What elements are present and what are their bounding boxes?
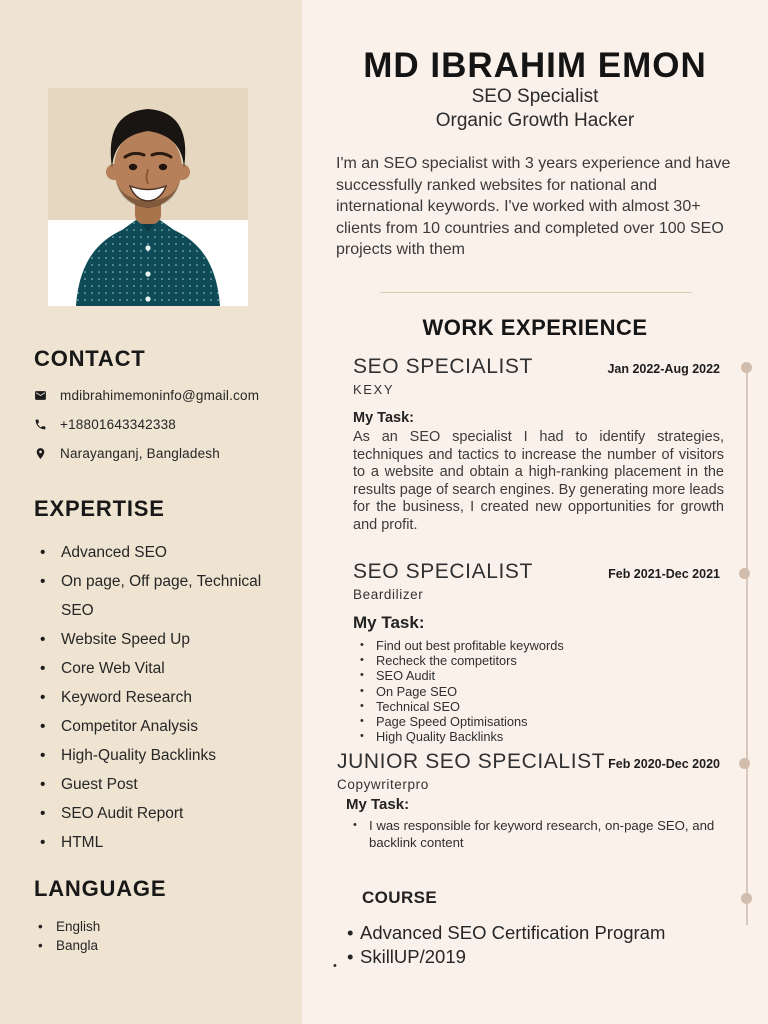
main-column [302,0,768,1024]
language-item: • Bangla [34,937,284,956]
expertise-item: • SEO Audit Report [34,799,284,828]
job-entry-beardilizer [353,560,724,744]
job-dates: Feb 2020-Dec 2020 [608,757,720,771]
contact-row-phone [34,417,284,432]
task-item: • Technical SEO [353,699,724,714]
contact-row-location [34,446,284,461]
course-section [336,888,736,969]
task-item: • On Page SEO [353,684,724,699]
task-item: • Page Speed Optimisations [353,714,724,729]
location-icon [34,447,47,460]
job-title-line-1: SEO Specialist [471,86,599,107]
task-item: • Recheck the competitors [353,653,724,668]
timeline-dot [741,893,752,904]
profile-photo [48,88,248,306]
course-heading: COURSE [362,888,438,907]
job-entry-kexy [353,355,724,535]
expertise-list [34,538,284,857]
timeline-dot [739,568,750,579]
task-item: • I was responsible for keyword research, on-page SEO, and backlink content [346,817,724,851]
contact-row-email [34,388,284,403]
timeline-dot [739,758,750,769]
expertise-item: • High-Quality Backlinks [34,741,284,770]
expertise-item: • HTML [34,828,284,857]
job-title: SEO SPECIALIST [353,560,533,583]
phone-icon [34,418,47,431]
task-item: • Find out best profitable keywords [353,638,724,653]
expertise-item: • Competitor Analysis [34,712,284,741]
portrait-illustration [48,88,248,306]
sidebar [0,0,302,1024]
task-label: My Task: [353,613,425,632]
contact-phone: +18801643342338 [60,417,176,432]
job-header [337,750,724,774]
language-section [34,876,284,955]
task-list [353,638,724,744]
timeline-line [746,368,748,925]
contact-location: Narayanganj, Bangladesh [60,446,220,461]
language-list [34,918,284,955]
job-description: As an SEO specialist I had to identify strategies, techniques and tactics to increase the number of visitors to a website and obtain a high-ranking placement in the results page of search engines. By generating more leads for the business, I created new opportunities for growth and profit. [353,429,724,533]
expertise-item: • On page, Off page, Technical SEO [34,567,284,625]
expertise-item: • Core Web Vital [34,654,284,683]
expertise-item: • Guest Post [34,770,284,799]
job-header [353,560,724,584]
course-item: • Advanced SEO Certification Program [336,921,736,945]
task-item: • SEO Audit [353,668,724,683]
section-divider [380,292,692,293]
expertise-section [34,496,284,857]
profile-summary: I'm an SEO specialist with 3 years experience and have successfully ranked websites for national and international keywords. I've worked with almost 30+ clients from 10 countries and completed over 100 SEO projects with them [336,155,731,258]
contact-heading: CONTACT [34,346,146,371]
timeline-dot [741,362,752,373]
email-icon [34,389,47,402]
task-item: • High Quality Backlinks [353,729,724,744]
job-company: Copywriterpro [337,777,429,792]
course-item: • SkillUP/2019 [336,945,736,969]
contact-section [34,346,284,475]
expertise-item: • Website Speed Up [34,625,284,654]
work-experience-heading: WORK EXPERIENCE [422,315,648,340]
language-heading: LANGUAGE [34,876,167,901]
job-header [353,355,724,379]
job-title-line-2: Organic Growth Hacker [435,110,635,131]
job-dates: Jan 2022-Aug 2022 [607,362,720,376]
language-item: • English [34,918,284,937]
task-list [346,817,724,851]
expertise-item: • Advanced SEO [34,538,284,567]
expertise-heading: EXPERTISE [34,496,165,521]
stray-bullet: • [333,960,337,972]
job-title: SEO SPECIALIST [353,355,533,378]
job-company: KEXY [353,382,395,397]
job-dates: Feb 2021-Dec 2021 [608,567,720,581]
person-name: MD IBRAHIM EMON [363,46,707,85]
contact-email: mdibrahimemoninfo@gmail.com [60,388,260,403]
expertise-item: • Keyword Research [34,683,284,712]
job-title: JUNIOR SEO SPECIALIST [337,750,606,773]
job-company: Beardilizer [353,587,424,602]
task-label: My Task: [346,796,410,813]
task-label: My Task: [353,410,414,426]
course-list [336,921,736,969]
job-entry-copywriterpro [337,750,724,851]
